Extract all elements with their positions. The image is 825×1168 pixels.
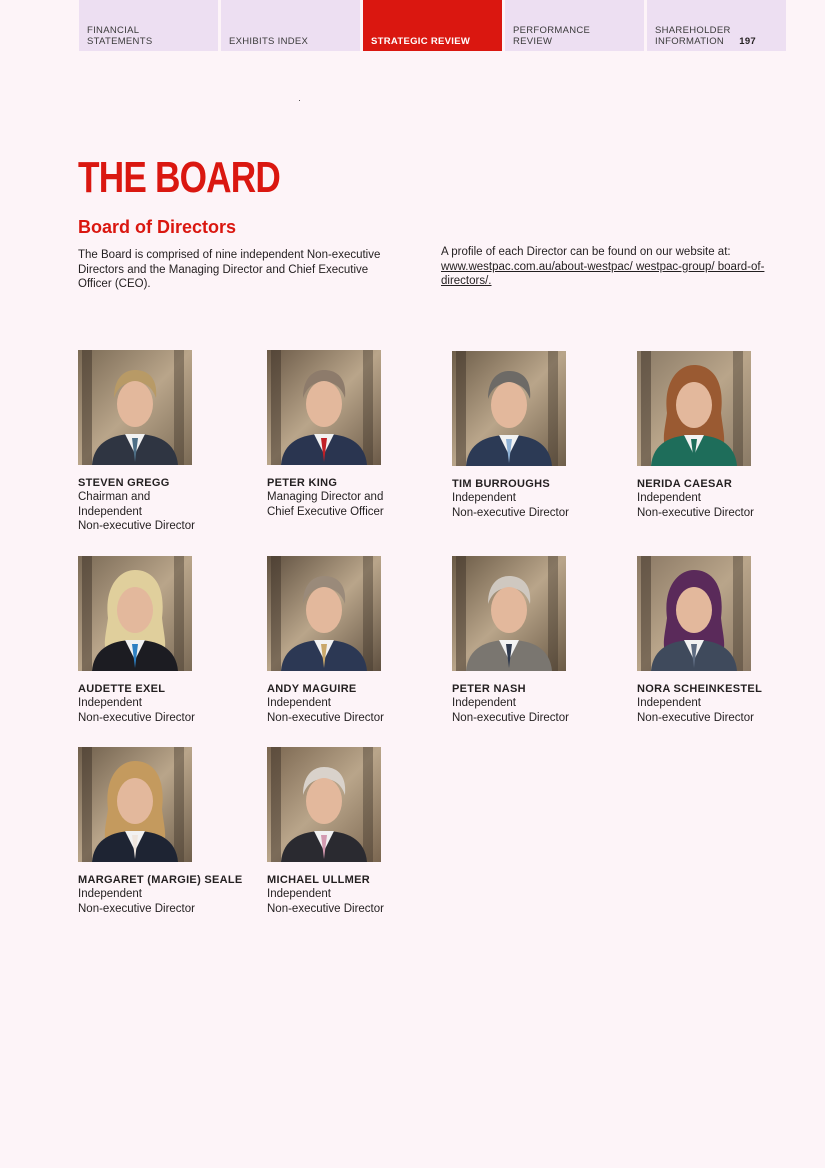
director-card bbox=[637, 556, 822, 725]
director-photo bbox=[637, 556, 751, 671]
director-role: Independent Non-executive Director bbox=[637, 697, 754, 724]
director-role: Chairman and Independent Non-executive Director bbox=[78, 491, 195, 532]
director-card bbox=[267, 747, 452, 916]
director-role: Managing Director and Chief Executive Officer bbox=[267, 491, 384, 518]
director-role: Independent Non-executive Director bbox=[78, 697, 195, 724]
stray-dot bbox=[299, 100, 300, 101]
director-photo bbox=[267, 747, 381, 862]
director-photo bbox=[452, 556, 566, 671]
director-role: Independent Non-executive Director bbox=[267, 888, 384, 915]
director-name: PETER NASH bbox=[452, 683, 526, 695]
tab-shareholder-information[interactable] bbox=[647, 0, 786, 51]
tab-performance-review[interactable] bbox=[505, 0, 644, 51]
director-card bbox=[452, 351, 637, 520]
tab-label: SHAREHOLDER INFORMATION bbox=[655, 25, 731, 47]
director-name: NORA SCHEINKESTEL bbox=[637, 683, 763, 695]
director-card bbox=[452, 556, 637, 725]
board-profile-link[interactable]: www.westpac.com.au/about-westpac/ westpac-group/ board-of-directors/. bbox=[441, 260, 765, 287]
section-subtitle: Board of Directors bbox=[78, 217, 237, 237]
tab-exhibits-index[interactable] bbox=[221, 0, 360, 51]
director-card bbox=[78, 747, 263, 916]
intro-text: The Board is comprised of nine independent Non-executive Directors and the Managing Director and Chief Executive Officer (CEO). bbox=[78, 249, 381, 290]
director-card bbox=[267, 556, 452, 725]
director-name: STEVEN GREGG bbox=[78, 477, 170, 489]
profile-note bbox=[441, 245, 771, 289]
section-nav bbox=[79, 0, 789, 51]
tab-label: EXHIBITS INDEX bbox=[229, 36, 309, 47]
director-role: Independent Non-executive Director bbox=[452, 697, 569, 724]
director-name: MARGARET (MARGIE) SEALE bbox=[78, 874, 243, 886]
director-name: ANDY MAGUIRE bbox=[267, 683, 357, 695]
director-card bbox=[78, 350, 263, 534]
tab-financial-statements[interactable] bbox=[79, 0, 218, 51]
director-role: Independent Non-executive Director bbox=[267, 697, 384, 724]
director-role: Independent Non-executive Director bbox=[637, 492, 754, 519]
profile-note-text: A profile of each Director can be found on our website at: bbox=[441, 246, 731, 258]
tab-label: FINANCIAL STATEMENTS bbox=[87, 25, 153, 47]
director-name: PETER KING bbox=[267, 477, 338, 489]
director-name: AUDETTE EXEL bbox=[78, 683, 166, 695]
director-photo bbox=[78, 350, 192, 465]
tab-label: PERFORMANCE REVIEW bbox=[513, 25, 591, 47]
director-name: MICHAEL ULLMER bbox=[267, 874, 370, 886]
tab-label: STRATEGIC REVIEW bbox=[371, 36, 471, 47]
director-photo bbox=[267, 350, 381, 465]
page-number: 197 bbox=[739, 36, 756, 47]
director-photo bbox=[452, 351, 566, 466]
page-title: THE BOARD bbox=[78, 153, 281, 202]
director-card bbox=[637, 351, 822, 520]
tab-strategic-review[interactable] bbox=[363, 0, 502, 51]
director-photo bbox=[637, 351, 751, 466]
director-name: NERIDA CAESAR bbox=[637, 478, 733, 490]
director-card bbox=[267, 350, 452, 519]
director-role: Independent Non-executive Director bbox=[452, 492, 569, 519]
director-photo bbox=[267, 556, 381, 671]
director-role: Independent Non-executive Director bbox=[78, 888, 195, 915]
director-card bbox=[78, 556, 263, 725]
director-name: TIM BURROUGHS bbox=[452, 478, 551, 490]
director-photo bbox=[78, 556, 192, 671]
director-photo bbox=[78, 747, 192, 862]
